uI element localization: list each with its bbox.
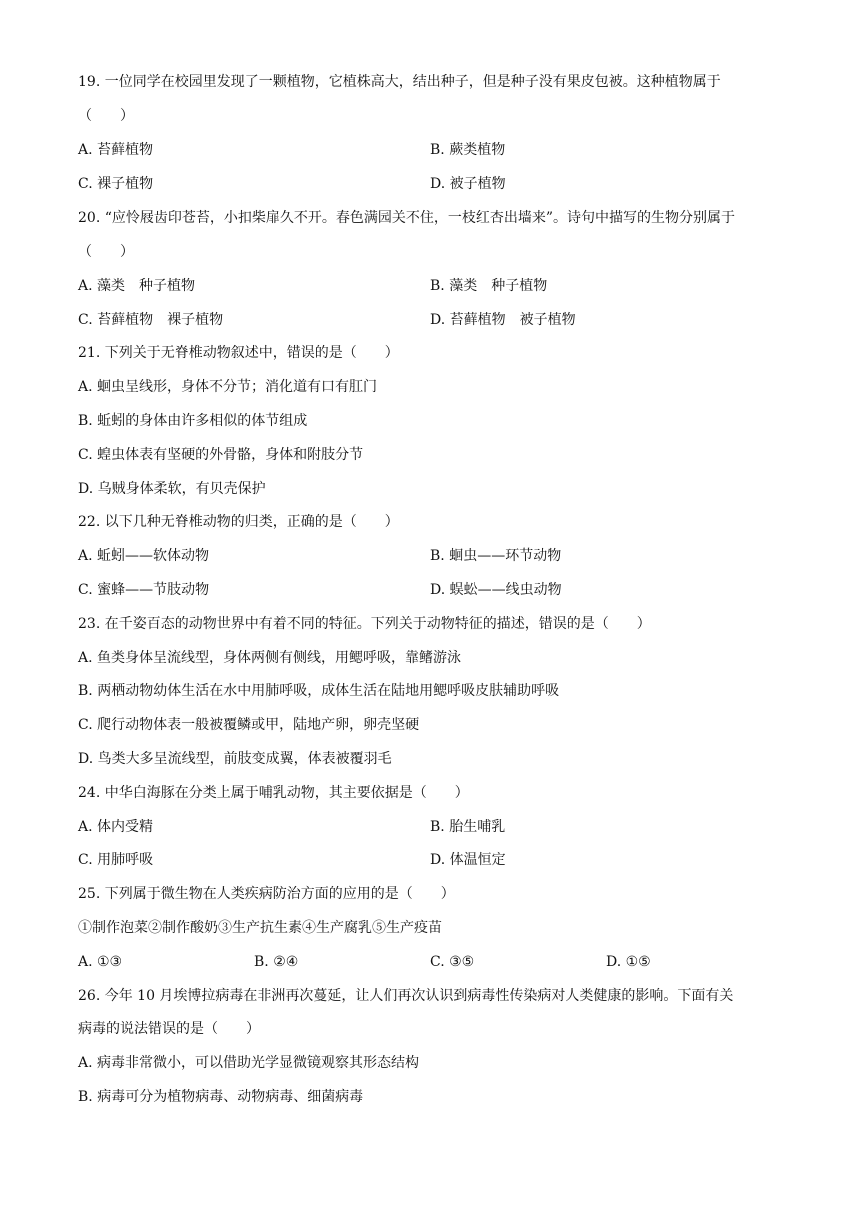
question-19-option-a: A. 苔藓植物 [78, 142, 154, 158]
question-23-option-b: B. 两栖动物幼体生活在水中用肺呼吸，成体生活在陆地用鳃呼吸皮肤辅助呼吸 [78, 683, 560, 699]
question-24-option-c: C. 用肺呼吸 [78, 852, 154, 868]
question-21-option-a: A. 蛔虫呈线形，身体不分节；消化道有口有肛门 [78, 379, 378, 395]
question-25-option-b: B. ②④ [254, 954, 299, 970]
question-26-option-a: A. 病毒非常微小，可以借助光学显微镜观察其形态结构 [78, 1055, 420, 1071]
question-20-option-c: C. 苔藓植物 裸子植物 [78, 312, 224, 328]
question-19-option-b: B. 蕨类植物 [430, 142, 506, 158]
question-22-stem: 22. 以下几种无脊椎动物的归类，正确的是（ ） [78, 514, 399, 530]
question-25-option-a: A. ①③ [78, 954, 123, 970]
question-21-stem: 21. 下列关于无脊椎动物叙述中，错误的是（ ） [78, 345, 399, 361]
question-24-stem: 24. 中华白海豚在分类上属于哺乳动物，其主要依据是（ ） [78, 785, 469, 801]
question-20-option-a: A. 藻类 种子植物 [78, 278, 196, 294]
question-21-option-c: C. 蝗虫体表有坚硬的外骨骼，身体和附肢分节 [78, 447, 364, 463]
question-19-stem: 19. 一位同学在校园里发现了一颗植物，它植株高大，结出种子，但是种子没有果皮包被。这种植物属于 [78, 74, 721, 90]
question-22-option-d: D. 蜈蚣——线虫动物 [430, 582, 562, 598]
question-25-option-d: D. ①⑤ [606, 954, 651, 970]
question-22-option-c: C. 蜜蜂——节肢动物 [78, 582, 210, 598]
question-21-option-d: D. 乌贼身体柔软，有贝壳保护 [78, 481, 266, 497]
question-23-option-d: D. 鸟类大多呈流线型，前肢变成翼，体表被覆羽毛 [78, 751, 392, 767]
question-22-option-b: B. 蛔虫——环节动物 [430, 548, 562, 564]
question-25-option-c: C. ③⑤ [430, 954, 475, 970]
question-26-option-b: B. 病毒可分为植物病毒、动物病毒、细菌病毒 [78, 1089, 364, 1105]
question-23-stem: 23. 在千姿百态的动物世界中有着不同的特征。下列关于动物特征的描述，错误的是（ ） [78, 616, 651, 632]
question-23-option-a: A. 鱼类身体呈流线型，身体两侧有侧线，用鳃呼吸，靠鳍游泳 [78, 650, 462, 666]
question-22-option-a: A. 蚯蚓——软体动物 [78, 548, 210, 564]
question-26-stem: 病毒的说法错误的是（ ） [78, 1021, 260, 1037]
question-19-option-d: D. 被子植物 [430, 176, 506, 192]
question-20-option-b: B. 藻类 种子植物 [430, 278, 548, 294]
question-24-option-d: D. 体温恒定 [430, 852, 506, 868]
question-20-stem: （ ） [78, 244, 134, 260]
question-26-stem: 26. 今年 10 月埃博拉病毒在非洲再次蔓延，让人们再次认识到病毒性传染病对人类健康的影响。下面有关 [78, 988, 734, 1004]
question-25-items: ①制作泡菜②制作酸奶③生产抗生素④生产腐乳⑤生产疫苗 [78, 920, 442, 936]
question-24-option-a: A. 体内受精 [78, 819, 154, 835]
question-20-stem: 20. “应怜屐齿印苍苔，小扣柴扉久不开。春色满园关不住，一枝红杏出墙来”。诗句中描写的生物分别属于 [78, 210, 736, 226]
question-19-stem: （ ） [78, 108, 134, 124]
question-25-stem: 25. 下列属于微生物在人类疾病防治方面的应用的是（ ） [78, 886, 455, 902]
question-21-option-b: B. 蚯蚓的身体由许多相似的体节组成 [78, 413, 308, 429]
question-24-option-b: B. 胎生哺乳 [430, 819, 506, 835]
question-19-option-c: C. 裸子植物 [78, 176, 154, 192]
question-23-option-c: C. 爬行动物体表一般被覆鳞或甲，陆地产卵，卵壳坚硬 [78, 717, 420, 733]
question-20-option-d: D. 苔藓植物 被子植物 [430, 312, 576, 328]
